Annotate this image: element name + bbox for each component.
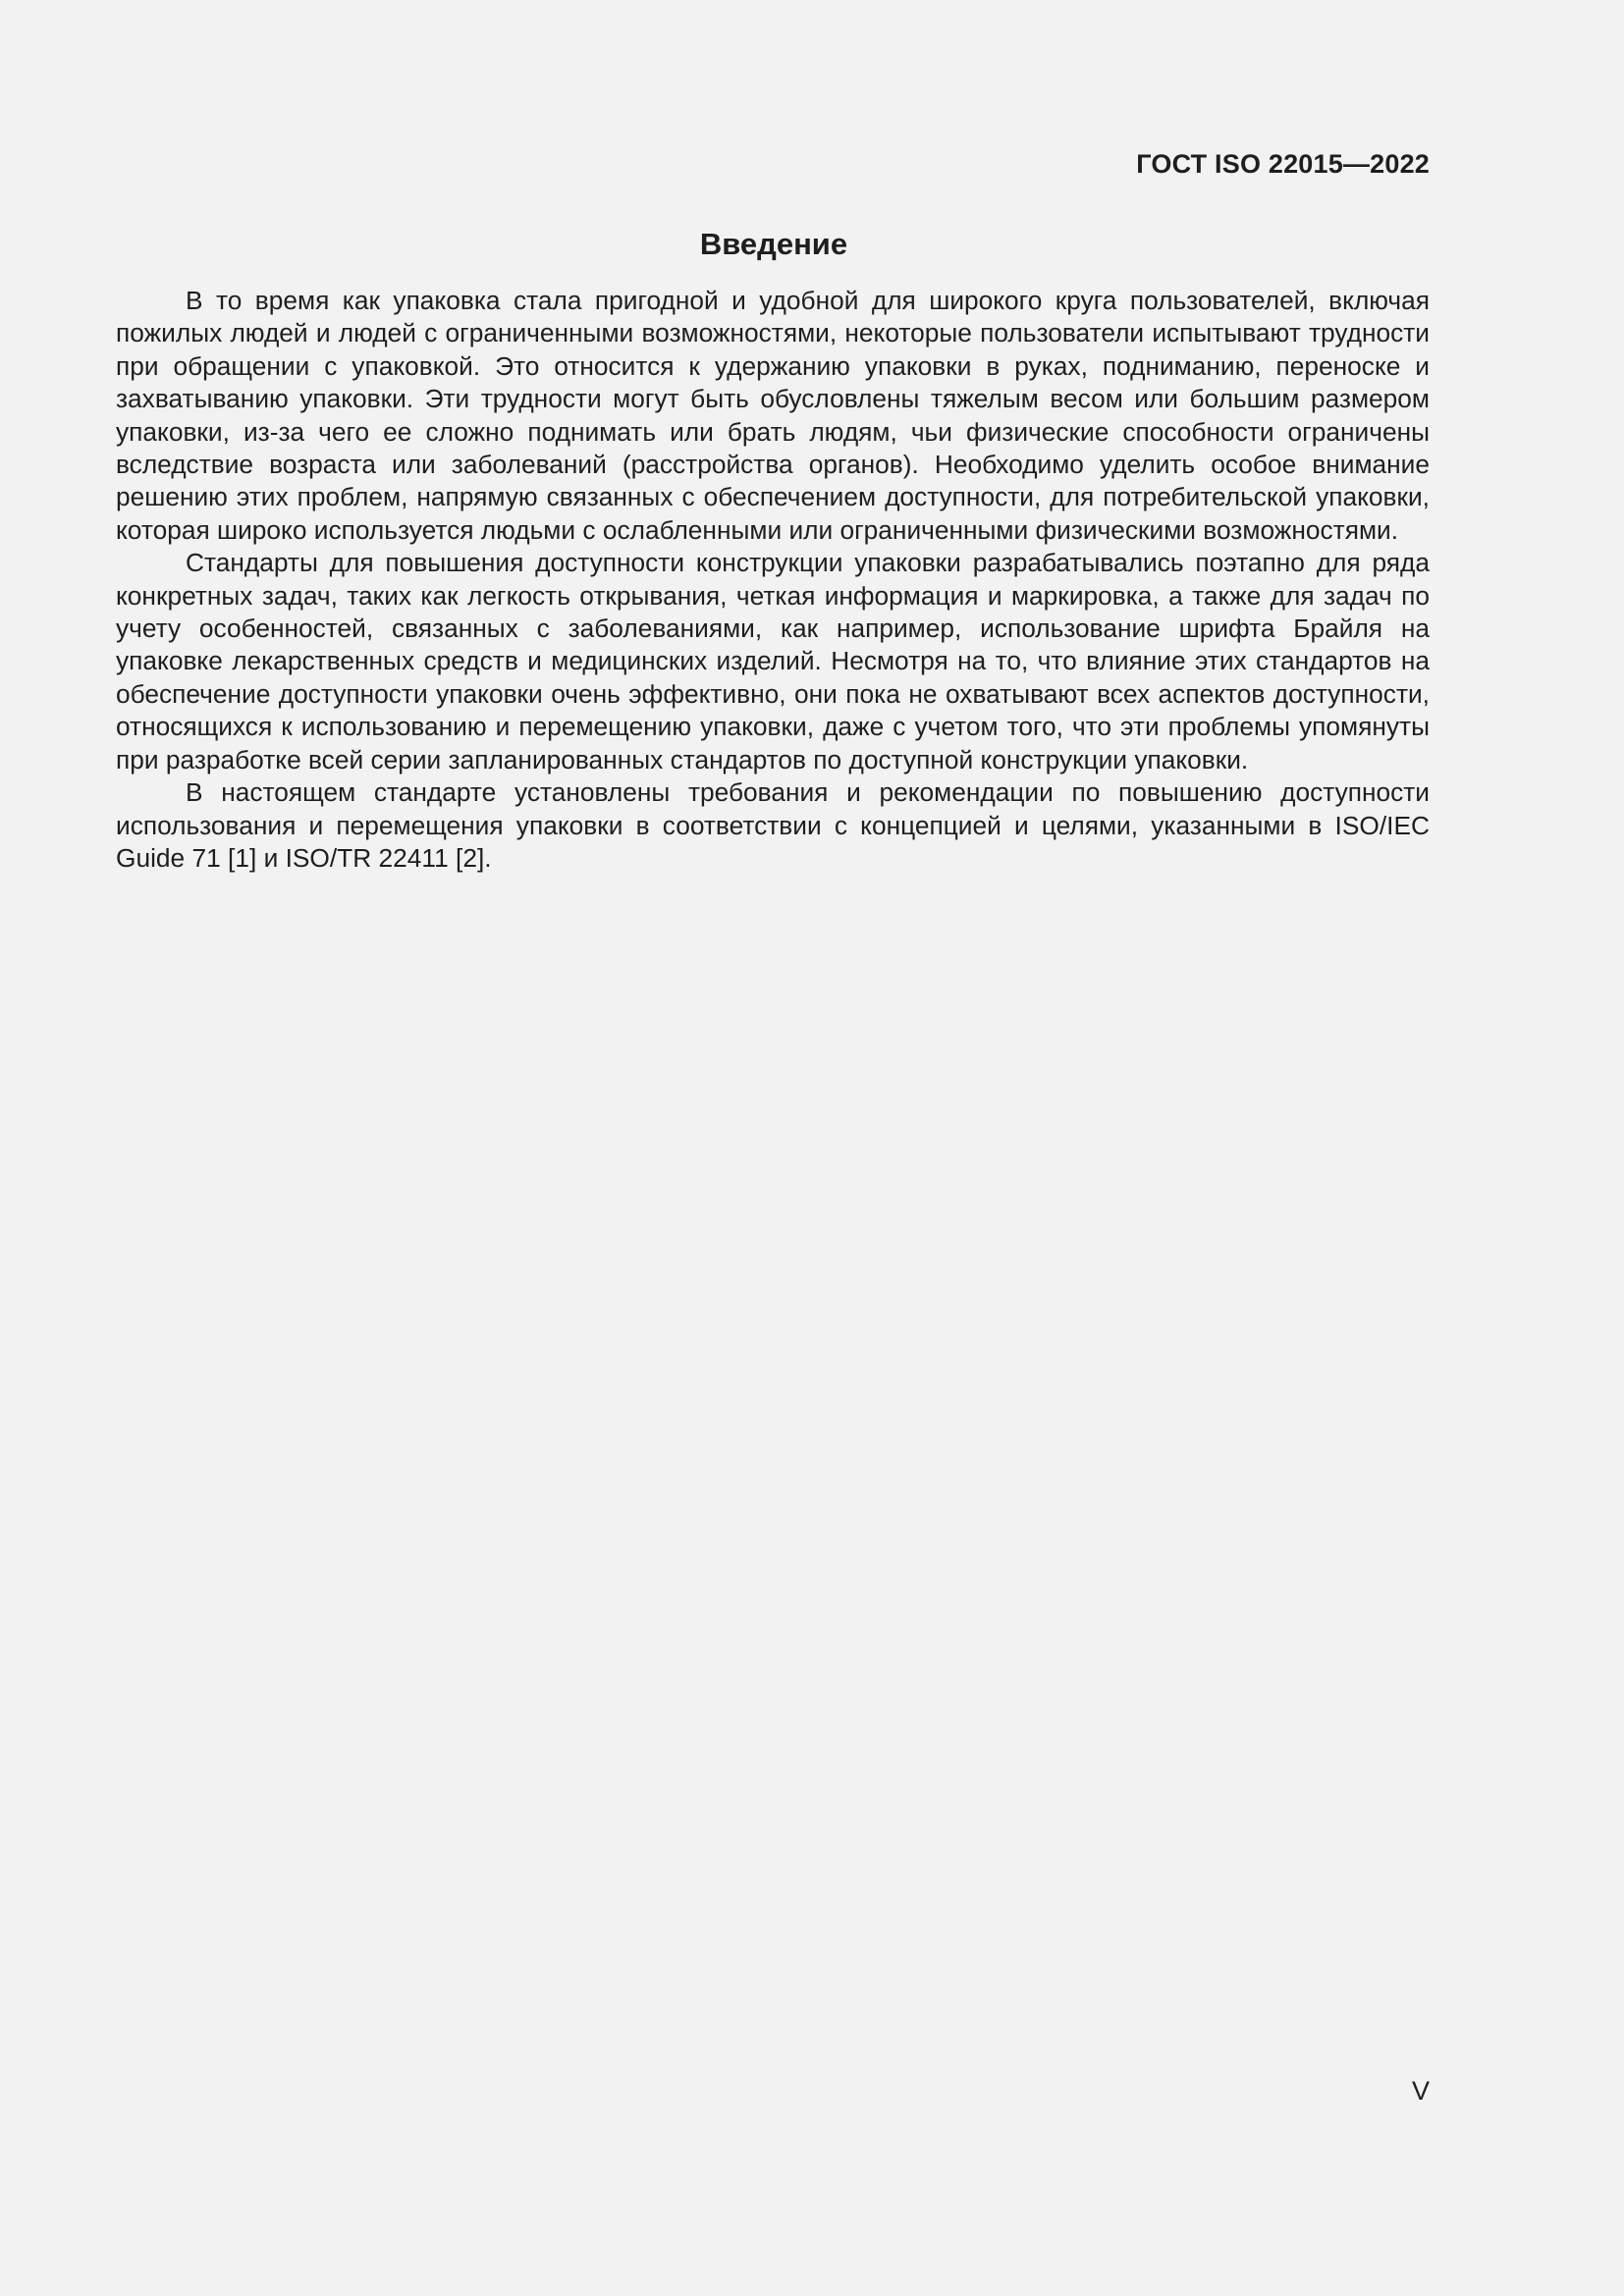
section-title: Введение [699, 227, 848, 261]
introduction-body [116, 285, 1430, 875]
paragraph: В то время как упаковка стала пригодной и удобной для широкого круга пользователей, включая пожилых людей и людей с ограниченными возможностями, некоторые пользователи испытывают трудности при обращении с упаковкой. Это относится к удержанию упаковки в руках, подниманию, переноске и захватыванию упаковки. Эти трудности могут быть обусловлены тяжелым весом или большим размером упаковки, из-за чего ее сложно поднимать или брать людям, чьи физические способности ограничены вследствие возраста или заболеваний (расстройства органов). Необходимо уделить особое внимание решению этих проблем, напрямую связанных с обеспечением доступности, для потребительской упаковки, которая широко используется людьми с ослабленными или ограниченными физическими возможностями. [116, 286, 1430, 545]
paragraph: В настоящем стандарте установлены требования и рекомендации по повышению доступности использования и перемещения упаковки в соответствии с концепцией и целями, указанными в ISO/IEC Guide 71 [1] и ISO/TR 22411 [2]. [116, 777, 1430, 873]
document-code-header: ГОСТ ISO 22015—2022 [1136, 149, 1430, 179]
paragraph: Стандарты для повышения доступности конструкции упаковки разрабатывались поэтапно для ряда конкретных задач, таких как легкость открывания, четкая информация и маркировка, а также для задач по учету особенностей, связанных с заболеваниями, как например, использование шрифта Брайля на упаковке лекарственных средств и медицинских изделий. Несмотря на то, что влияние этих стандартов на обеспечение доступности упаковки очень эффективно, они пока не охватывают всех аспектов доступности, относящихся к использованию и перемещению упаковки, даже с учетом того, что эти проблемы упомянуты при разработке всей серии запланированных стандартов по доступной конструкции упаковки. [116, 548, 1430, 774]
page-number: V [1411, 2076, 1430, 2106]
